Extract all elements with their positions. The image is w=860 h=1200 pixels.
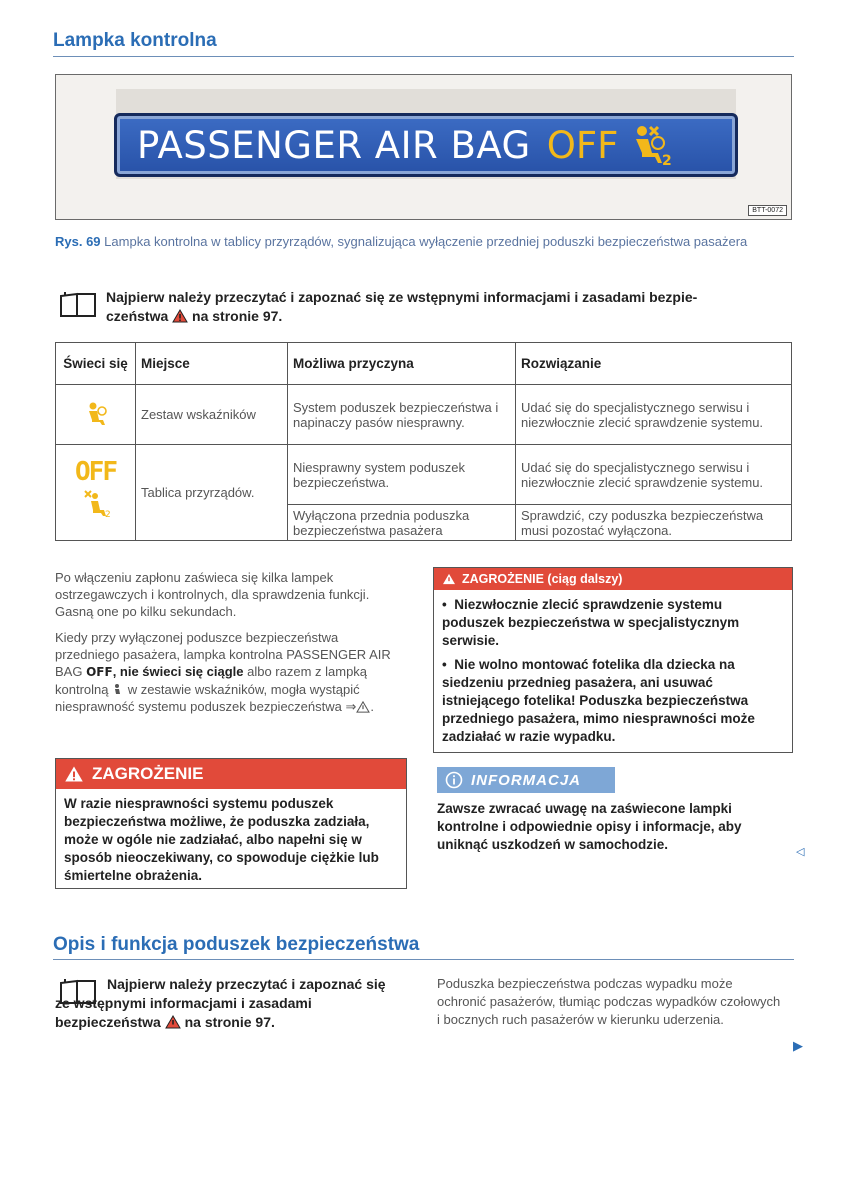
- airbag-description: Poduszka bezpieczeństwa podczas wypadku może ochronić pasażerów, tłumiąc podczas wypadków czołowych i bocznych ruch pasażerów w kierunku uderzenia.: [437, 976, 781, 1027]
- paragraph-airbag-off: Kiedy przy wyłączonej poduszce bezpieczeństwa przedniego pasażera, lampka kontrolna PASSENGER AIR BAG OFF, nie świeci się ciągle albo razem z lampką kontrolną w zestawie wskaźników, mogła wystąpić niesprawność systemu poduszek bezpieczeństwa ⇒ .: [55, 630, 391, 714]
- table-header: Rozwiązanie: [516, 343, 792, 385]
- para-text: Kiedy przy wyłączonej poduszce bezpieczeństwa przedniego pasażera, lampka kontrolna PASSENGER AIR BAG: [55, 630, 391, 679]
- warning-header: [434, 568, 792, 590]
- airbag-off-icon: [81, 488, 111, 518]
- warning-title: ZAGROŻENIE: [92, 764, 204, 783]
- figure-warning-light: [55, 74, 792, 220]
- table-header: Świeci się: [56, 343, 136, 385]
- warning-lights-table: [55, 342, 792, 541]
- preread-line2b: na stronie 97.: [192, 308, 283, 324]
- airbag-warning-icon: [112, 683, 124, 695]
- airbag-warning-icon: [83, 400, 109, 426]
- warning-box: [55, 758, 407, 889]
- warning-header: [56, 759, 406, 789]
- banner-off-text: OFF: [546, 123, 619, 167]
- banner-text: PASSENGER AIR BAG: [137, 123, 531, 167]
- table-cell-cause: System poduszek bezpieczeństwa i napinaczy pasów niesprawny.: [288, 385, 516, 445]
- warning-bullet: • Niezwłocznie zlecić sprawdzenie systemu poduszek bezpieczeństwa w specjalistycznym serwisie.: [442, 597, 740, 648]
- section-rule: [53, 56, 794, 57]
- para-text: w zestawie wskaźników, mogła wystąpić niesprawność systemu poduszek bezpieczeństwa ⇒: [55, 682, 360, 714]
- para-bold: , nie świeci się ciągle: [112, 664, 244, 679]
- airbag-off-icon: [628, 123, 672, 167]
- warning-triangle-icon: [165, 1015, 181, 1029]
- continue-mark: ▶: [793, 1038, 803, 1053]
- paragraph-intro: Po włączeniu zapłonu zaświeca się kilka lampek ostrzegawczych i kontrolnych, dla sprawdzenia funkcji. Gasną one po kilku sekundach.: [55, 570, 370, 619]
- section-title: Opis i funkcja poduszek bezpieczeństwa: [53, 934, 420, 955]
- table-header: Możliwa przyczyna: [288, 343, 516, 385]
- preread-text: na stronie 97.: [184, 1014, 275, 1030]
- info-title: INFORMACJA: [471, 771, 581, 789]
- info-text: Zawsze zwracać uwagę na zaświecone lampki kontrolne i odpowiednie opisy i informacje, aby uniknąć uszkodzeń w samochodzie.: [437, 801, 742, 852]
- table-cell-icon: [56, 445, 136, 541]
- warning-triangle-icon: [442, 573, 456, 585]
- table-cell-cause: Niesprawny system poduszek bezpieczeństwa.: [288, 445, 516, 505]
- warning-title: ZAGROŻENIE (ciąg dalszy): [462, 572, 623, 586]
- warning-text: W razie niesprawności systemu poduszek bezpieczeństwa możliwe, że poduszka zadziała, może w ogóle nie zadziałać, albo napełni się w sposób nieoczekiwany, co spowoduje ciężkie lub śmiertelne obrażenia.: [64, 796, 379, 883]
- table-row: [56, 385, 792, 445]
- warning-triangle-icon: [356, 701, 370, 713]
- table-header: Miejsce: [136, 343, 288, 385]
- off-indicator: OFF: [75, 456, 116, 487]
- preread-line1: Najpierw należy przeczytać i zapoznać się ze wstępnymi informacjami i zasadami bezpie-: [106, 289, 698, 305]
- caption-number: Rys. 69: [55, 234, 101, 249]
- book-icon: [57, 290, 99, 320]
- table-cell-place: Zestaw wskaźników: [136, 385, 288, 445]
- section-title: Lampka kontrolna: [53, 30, 217, 51]
- warning-triangle-icon: [64, 765, 84, 783]
- table-cell-solution: Udać się do specjalistycznego serwisu i niezwłocznie zlecić sprawdzenie systemu.: [516, 385, 792, 445]
- table-cell-place: Tablica przyrządów.: [136, 445, 288, 541]
- info-icon: [445, 771, 463, 789]
- warning-box-continued: [433, 567, 793, 753]
- table-cell-icon: [56, 385, 136, 445]
- info-header: [437, 767, 615, 793]
- table-cell-cause: Wyłączona przednia poduszka bezpieczeństwa pasażera: [288, 505, 516, 541]
- preread-note-2: [55, 975, 400, 1032]
- figure-caption: [55, 233, 795, 250]
- para-text: albo razem z lampką kontrolną: [55, 664, 368, 697]
- off-inline-label: OFF: [86, 665, 113, 679]
- table-header-row: [56, 343, 792, 385]
- section-rule: [53, 959, 794, 960]
- svg-text:2: 2: [662, 153, 673, 167]
- warning-body: [434, 590, 792, 758]
- preread-text: Najpierw należy przeczytać i zapoznać się ze wstępnymi informacjami i zasadami bezpieczeństwa: [55, 976, 386, 1030]
- table-row: [56, 445, 792, 505]
- figure-code: BTT-0072: [748, 205, 787, 216]
- passenger-airbag-off-banner: [114, 113, 738, 177]
- bullet-text: Nie wolno montować fotelika dla dziecka na siedzeniu przednieg pasażera, ani usuwać istniejącego fotelika! Poduszka bezpieczeństwa przedniego pasażera, mimo niesprawności może zadziałać w razie wypadku.: [442, 657, 755, 744]
- caption-text: Lampka kontrolna w tablicy przyrządów, sygnalizująca wyłączenie przedniej poduszki bezpieczeństwa pasażera: [104, 234, 748, 249]
- section-end-mark: ◁: [796, 846, 805, 858]
- bullet-text: Niezwłocznie zlecić sprawdzenie systemu poduszek bezpieczeństwa w specjalistycznym serwisie.: [442, 597, 740, 648]
- svg-text:2: 2: [104, 509, 111, 518]
- table-cell-solution: Udać się do specjalistycznego serwisu i niezwłocznie zlecić sprawdzenie systemu.: [516, 445, 792, 505]
- preread-note: [106, 288, 796, 326]
- warning-triangle-icon: [172, 309, 188, 323]
- preread-line2a: czeństwa: [106, 308, 169, 324]
- table-cell-solution: Sprawdzić, czy poduszka bezpieczeństwa musi pozostać wyłączona.: [516, 505, 792, 541]
- warning-bullet: • Nie wolno montować fotelika dla dziecka na siedzeniu przednieg pasażera, ani usuwać istniejącego fotelika! Poduszka bezpieczeństwa przedniego pasażera, mimo niesprawności może zadziałać w razie wypadku.: [442, 657, 755, 744]
